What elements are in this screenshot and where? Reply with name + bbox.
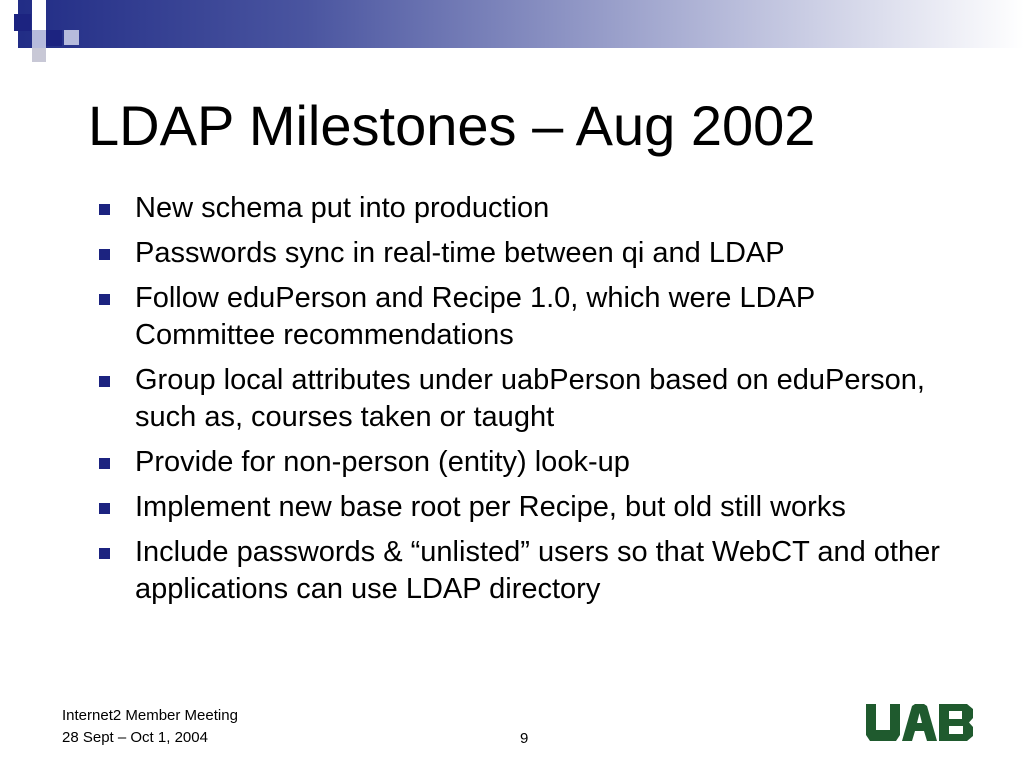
bullet-item <box>96 280 956 354</box>
bullet-text: Include passwords & “unlisted” users so that WebCT and other applications can use LDAP directory <box>135 536 940 605</box>
bullet-text: Implement new base root per Recipe, but old still works <box>135 491 846 523</box>
bullet-text: Provide for non-person (entity) look-up <box>135 446 630 478</box>
uab-logo-icon <box>866 704 974 742</box>
bullet-text: Passwords sync in real-time between qi and LDAP <box>135 237 785 269</box>
bullet-text: New schema put into production <box>135 192 550 224</box>
slide-page-number: 9 <box>520 730 529 747</box>
bullet-item <box>96 235 956 272</box>
square-bullet-icon <box>99 458 110 469</box>
bullet-item <box>96 444 956 481</box>
header-decor-square <box>32 30 46 48</box>
bullet-item <box>96 534 956 608</box>
square-bullet-icon <box>99 249 110 260</box>
bullet-item <box>96 190 956 227</box>
square-bullet-icon <box>99 548 110 559</box>
footer-event-info <box>62 705 238 749</box>
header-gradient-bar <box>0 0 1024 48</box>
bullet-list <box>96 190 956 616</box>
square-bullet-icon <box>99 376 110 387</box>
footer-event-dates: 28 Sept – Oct 1, 2004 <box>62 729 208 746</box>
bullet-text: Follow eduPerson and Recipe 1.0, which were LDAP Committee recommendations <box>135 282 815 351</box>
header-decor-square <box>46 30 62 46</box>
square-bullet-icon <box>99 503 110 514</box>
square-bullet-icon <box>99 294 110 305</box>
header-decor-square <box>64 30 79 45</box>
bullet-item <box>96 489 956 526</box>
uab-logo <box>866 704 974 747</box>
bullet-item <box>96 362 956 436</box>
header-decor-square <box>14 14 31 31</box>
bullet-text: Group local attributes under uabPerson based on eduPerson, such as, courses taken or taught <box>135 364 925 433</box>
slide-title: LDAP Milestones – Aug 2002 <box>88 94 816 157</box>
footer-event-name: Internet2 Member Meeting <box>62 707 238 724</box>
header-decor-square <box>32 48 46 62</box>
square-bullet-icon <box>99 204 110 215</box>
